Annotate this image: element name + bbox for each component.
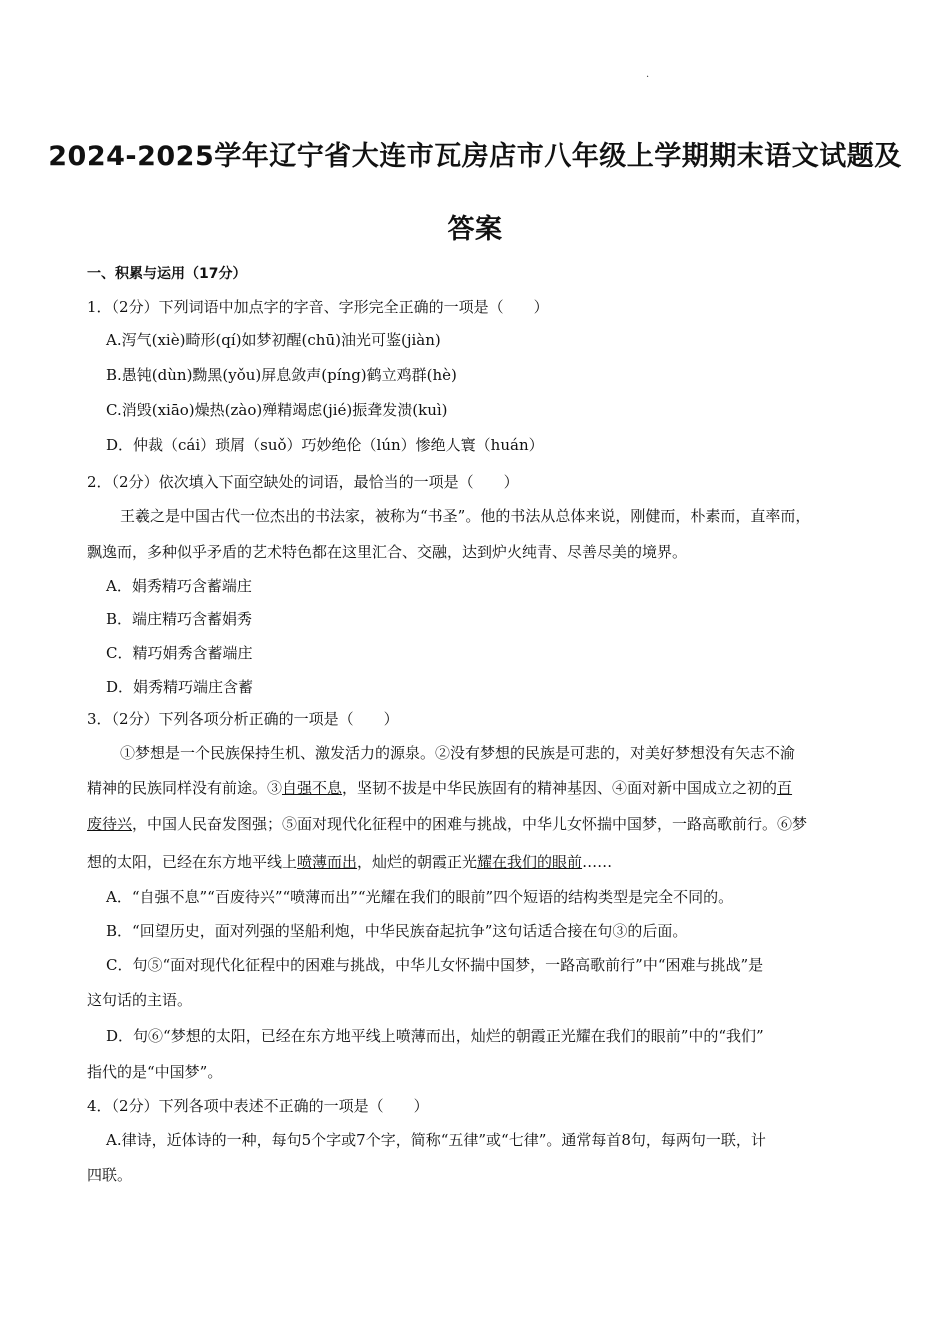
question-2-option-a: A．娟秀精巧含蓄端庄 [106, 577, 252, 595]
question-3-option-c-line2: 这句话的主语。 [87, 991, 193, 1009]
question-3-option-d-line2: 指代的是“中国梦”。 [87, 1063, 223, 1081]
page-title-line1: 2024-2025学年辽宁省大连市瓦房店市八年级上学期期末语文试题及 [48, 141, 902, 172]
question-4-option-a-line2: 四联。 [87, 1166, 133, 1184]
question-1-option-b: B.愚钝(dùn)黝黑(yǒu)屏息敛声(píng)鹤立鸡群(hè) [106, 366, 457, 384]
question-2-option-c: C．精巧娟秀含蓄端庄 [106, 644, 253, 662]
question-3-passage-line4: 想的太阳，已经在东方地平线上喷薄而出，灿烂的朝霞正光耀在我们的眼前…… [87, 853, 613, 871]
question-4-stem: 4．（2分）下列各项中表述不正确的一项是（ ） [87, 1097, 429, 1115]
question-1-option-c: C.消毁(xiāo)燥热(zào)殚精竭虑(jié)振聋发溃(kuì) [106, 401, 448, 419]
question-3-option-a: A．“自强不息”“百废待兴”“喷薄而出”“光耀在我们的眼前”四个短语的结构类型是完全不同的。 [106, 888, 734, 906]
question-2-stem: 2．（2分）依次填入下面空缺处的词语，最恰当的一项是（ ） [87, 473, 519, 491]
header-mark: · [646, 72, 650, 83]
question-3-option-d-line1: D．句⑥“梦想的太阳，已经在东方地平线上喷薄而出，灿烂的朝霞正光耀在我们的眼前”中的“我们” [106, 1027, 764, 1045]
question-4-option-a-line1: A.律诗，近体诗的一种，每句5个字或7个字，简称“五律”或“七律”。通常每首8句，每两句一联，计 [106, 1131, 766, 1149]
question-3-passage-line1: ①梦想是一个民族保持生机、激发活力的源泉。②没有梦想的民族是可悲的，对美好梦想没有矢志不渝 [120, 744, 796, 762]
question-1-option-d: D．仲裁（cái）琐屑（suǒ）巧妙绝伦（lún）惨绝人寰（huán） [106, 436, 544, 454]
section-heading: 一、积累与运用（17分） [87, 266, 247, 282]
page-title-line2: 答案 [447, 214, 503, 245]
question-3-option-c-line1: C．句⑤“面对现代化征程中的困难与挑战，中华儿女怀揣中国梦，一路高歌前行”中“困难与挑战”是 [106, 956, 764, 974]
question-2-option-b: B．端庄精巧含蓄娟秀 [106, 610, 253, 628]
question-2-passage-line1: 王羲之是中国古代一位杰出的书法家，被称为“书圣”。他的书法从总体来说，刚健而，朴素而，直率而， [120, 507, 811, 525]
question-3-stem: 3．（2分）下列各项分析正确的一项是（ ） [87, 710, 399, 728]
question-3-passage-line3: 废待兴，中国人民奋发图强；⑤面对现代化征程中的困难与挑战，中华儿女怀揣中国梦，一路高歌前行。⑥梦 [87, 815, 808, 833]
question-1-stem: 1．（2分）下列词语中加点字的字音、字形完全正确的一项是（ ） [87, 298, 549, 316]
question-2-option-d: D．娟秀精巧端庄含蓄 [106, 678, 254, 696]
question-2-passage-line2: 飘逸而，多种似乎矛盾的艺术特色都在这里汇合、交融，达到炉火纯青、尽善尽美的境界。 [87, 543, 688, 561]
question-1-option-a: A.泻气(xiè)畸形(qí)如梦初醒(chū)油光可鉴(jiàn) [106, 331, 441, 349]
question-3-option-b: B．“回望历史，面对列强的坚船利炮，中华民族奋起抗争”这句话适合接在句③的后面。 [106, 922, 688, 940]
question-3-passage-line2: 精神的民族同样没有前途。③自强不息，坚韧不拔是中华民族固有的精神基因、④面对新中国成立之初的百 [87, 779, 793, 797]
